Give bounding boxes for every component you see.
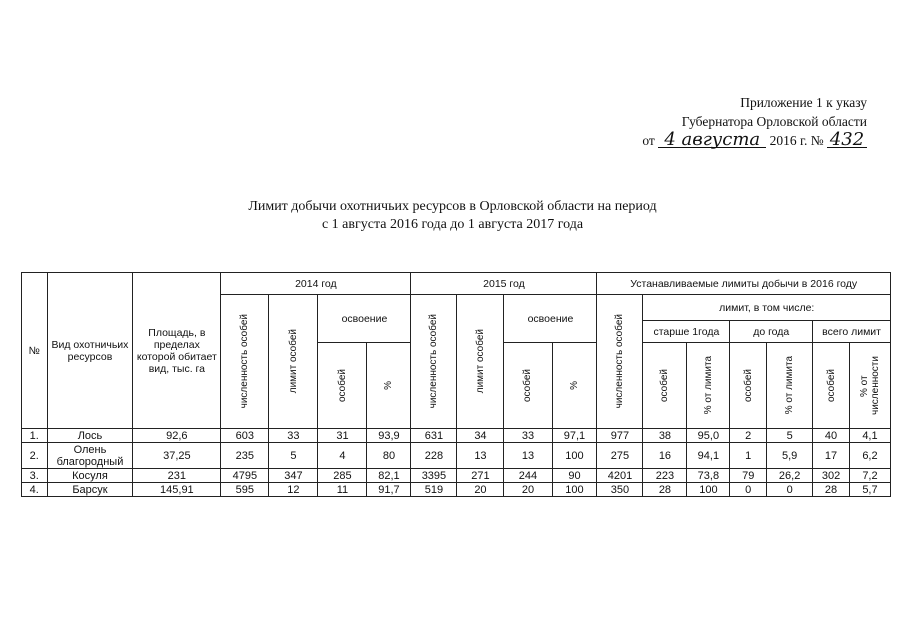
header-2015-usage-individuals: особей xyxy=(504,343,552,429)
row-limit-2015: 13 xyxy=(457,443,504,469)
header-under-individuals: особей xyxy=(730,343,767,429)
row-total-pct: 6,2 xyxy=(849,443,890,469)
row-species: Барсук xyxy=(47,483,133,497)
row-older-pct: 95,0 xyxy=(687,429,730,443)
decree-date-line xyxy=(642,131,867,150)
row-older-individuals: 28 xyxy=(643,483,687,497)
header-2014-count: численность особей xyxy=(221,295,269,429)
row-count-2015: 3395 xyxy=(411,469,457,483)
row-area: 231 xyxy=(133,469,221,483)
hunting-limits-table xyxy=(21,272,891,497)
row-count-2016: 977 xyxy=(597,429,643,443)
row-under-pct: 5,9 xyxy=(767,443,813,469)
header-older-1yr: старше 1года xyxy=(643,321,730,343)
row-count-2016: 275 xyxy=(597,443,643,469)
header-older-pct-limit: % от лимита xyxy=(687,343,730,429)
header-2014-usage-percent: % xyxy=(367,343,411,429)
row-count-2015: 631 xyxy=(411,429,457,443)
row-percent-2015: 97,1 xyxy=(552,429,597,443)
row-count-2014: 603 xyxy=(221,429,269,443)
table-row xyxy=(22,429,891,443)
row-no: 4. xyxy=(22,483,48,497)
row-percent-2014: 91,7 xyxy=(367,483,411,497)
table-row xyxy=(22,469,891,483)
row-total-individuals: 17 xyxy=(813,443,850,469)
row-older-individuals: 16 xyxy=(643,443,687,469)
row-usage-2014: 11 xyxy=(318,483,367,497)
row-count-2016: 350 xyxy=(597,483,643,497)
row-older-pct: 100 xyxy=(687,483,730,497)
row-area: 92,6 xyxy=(133,429,221,443)
row-total-individuals: 28 xyxy=(813,483,850,497)
handwritten-number: 432 xyxy=(827,133,867,148)
row-under-individuals: 2 xyxy=(730,429,767,443)
row-total-pct: 7,2 xyxy=(849,469,890,483)
row-percent-2015: 100 xyxy=(552,483,597,497)
row-limit-2015: 34 xyxy=(457,429,504,443)
row-usage-2015: 33 xyxy=(504,429,552,443)
row-older-individuals: 223 xyxy=(643,469,687,483)
row-no: 1. xyxy=(22,429,48,443)
title-line-2: с 1 августа 2016 года до 1 августа 2017 года xyxy=(321,217,584,232)
table-row xyxy=(22,483,891,497)
row-usage-2014: 285 xyxy=(318,469,367,483)
row-limit-2015: 271 xyxy=(457,469,504,483)
header-total-limit: всего лимит xyxy=(813,321,891,343)
table-row xyxy=(22,443,891,469)
row-area: 145,91 xyxy=(133,483,221,497)
row-limit-2014: 347 xyxy=(269,469,318,483)
row-under-individuals: 0 xyxy=(730,483,767,497)
row-limit-2014: 33 xyxy=(269,429,318,443)
header-2015-usage: освоение xyxy=(504,295,597,343)
row-percent-2014: 80 xyxy=(367,443,411,469)
header-2015-count: численность особей xyxy=(411,295,457,429)
header-total-individuals: особей xyxy=(813,343,850,429)
header-2015-limit: лимит особей xyxy=(457,295,504,429)
row-species: Лось xyxy=(47,429,133,443)
row-limit-2014: 5 xyxy=(269,443,318,469)
row-count-2014: 235 xyxy=(221,443,269,469)
row-percent-2015: 90 xyxy=(552,469,597,483)
header-2014-usage: освоение xyxy=(318,295,411,343)
decree-appendix-header xyxy=(642,93,867,150)
row-older-pct: 73,8 xyxy=(687,469,730,483)
row-count-2014: 4795 xyxy=(221,469,269,483)
from-prefix: от xyxy=(642,133,655,148)
row-area: 37,25 xyxy=(133,443,221,469)
appendix-line: Приложение 1 к указу xyxy=(740,95,867,110)
row-usage-2014: 4 xyxy=(318,443,367,469)
row-usage-2015: 20 xyxy=(504,483,552,497)
row-species: Олень благородный xyxy=(47,443,133,469)
row-total-pct: 4,1 xyxy=(849,429,890,443)
row-count-2014: 595 xyxy=(221,483,269,497)
row-percent-2014: 82,1 xyxy=(367,469,411,483)
row-total-individuals: 302 xyxy=(813,469,850,483)
year-label: 2016 г. № xyxy=(769,133,824,148)
header-area: Площадь, в пределах которой обитает вид, тыс. га xyxy=(133,273,221,429)
header-species: Вид охотничьих ресурсов xyxy=(47,273,133,429)
row-no: 2. xyxy=(22,443,48,469)
row-usage-2015: 244 xyxy=(504,469,552,483)
title-line-1: Лимит добычи охотничьих ресурсов в Орловской области на период xyxy=(248,199,657,214)
row-limit-2015: 20 xyxy=(457,483,504,497)
header-under-pct-limit: % от лимита xyxy=(767,343,813,429)
header-no: № xyxy=(22,273,48,429)
header-limit-including: лимит, в том числе: xyxy=(643,295,891,321)
row-under-individuals: 1 xyxy=(730,443,767,469)
header-2015-usage-percent: % xyxy=(552,343,597,429)
row-usage-2014: 31 xyxy=(318,429,367,443)
header-2015: 2015 год xyxy=(411,273,597,295)
handwritten-date: 4 августа xyxy=(658,133,766,148)
header-2016-count: численность особей xyxy=(597,295,643,429)
row-under-individuals: 79 xyxy=(730,469,767,483)
row-older-pct: 94,1 xyxy=(687,443,730,469)
row-percent-2015: 100 xyxy=(552,443,597,469)
row-under-pct: 0 xyxy=(767,483,813,497)
governor-line: Губернатора Орловской области xyxy=(681,114,867,129)
header-under-1yr: до года xyxy=(730,321,813,343)
row-count-2015: 519 xyxy=(411,483,457,497)
row-species: Косуля xyxy=(47,469,133,483)
row-count-2016: 4201 xyxy=(597,469,643,483)
row-older-individuals: 38 xyxy=(643,429,687,443)
row-limit-2014: 12 xyxy=(269,483,318,497)
row-no: 3. xyxy=(22,469,48,483)
row-total-individuals: 40 xyxy=(813,429,850,443)
header-limits-2016: Устанавливаемые лимиты добычи в 2016 году xyxy=(597,273,891,295)
header-total-pct-count: % от численности xyxy=(849,343,890,429)
row-total-pct: 5,7 xyxy=(849,483,890,497)
row-under-pct: 26,2 xyxy=(767,469,813,483)
row-under-pct: 5 xyxy=(767,429,813,443)
document-title xyxy=(0,198,905,234)
header-older-individuals: особей xyxy=(643,343,687,429)
header-2014: 2014 год xyxy=(221,273,411,295)
header-2014-limit: лимит особей xyxy=(269,295,318,429)
row-usage-2015: 13 xyxy=(504,443,552,469)
row-percent-2014: 93,9 xyxy=(367,429,411,443)
header-2014-usage-individuals: особей xyxy=(318,343,367,429)
row-count-2015: 228 xyxy=(411,443,457,469)
